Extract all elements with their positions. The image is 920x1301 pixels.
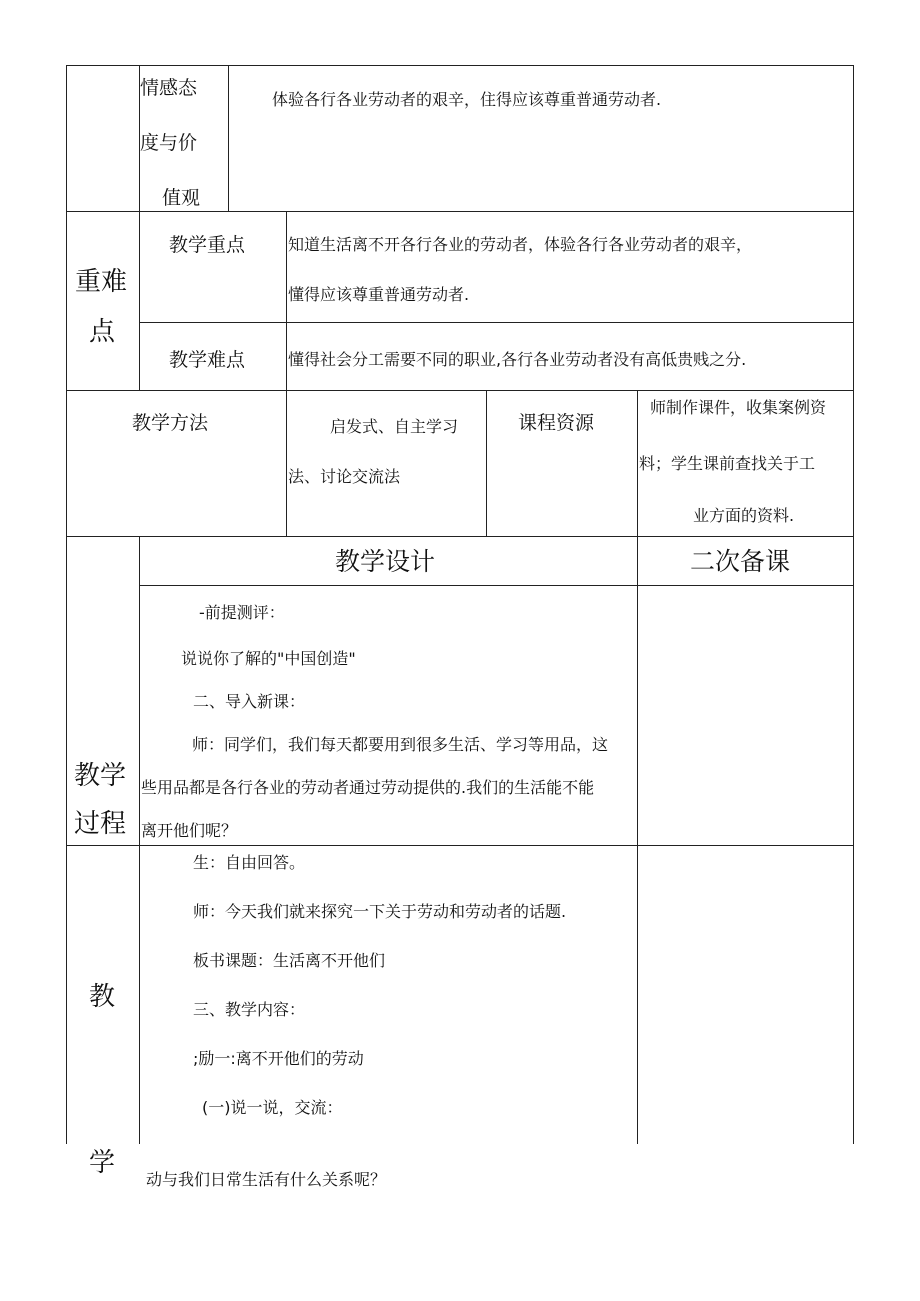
attitude-content: 体验各行各业劳动者的艰辛，住得应该尊重普通劳动者. [272,90,662,109]
process-cont-line-4: 三、教学内容： [193,1000,306,1019]
resource-label: 课程资源 [518,412,595,434]
focus-line-2: 懂得应该尊重普通劳动者. [288,285,470,304]
process-cont-line-5: ;励一:离不开他们的劳动 [193,1049,364,1068]
process-cont-label-char-2: 学 [89,1148,116,1178]
process-line-4: 师：同学们，我们每天都要用到很多生活、学习等用品，这 [192,735,609,754]
rule-keypoints-inner [286,211,287,536]
process-cont-line-2: 师：今天我们就来探究一下关于劳动和劳动者的话题. [193,902,567,921]
keypoints-group-label-line-1: 重难 [75,267,128,297]
process-cont-line-1: 生：自由回答。 [193,853,306,872]
rule-label-col [139,65,140,390]
process-line-5: 些用品都是各行各业的劳动者通过劳动提供的.我们的生活能不能 [141,778,595,797]
rule-attitude-bottom [66,211,854,212]
rule-method-bottom [66,536,854,537]
process-line-6: 离开他们呢？ [141,821,238,840]
difficulty-label: 教学难点 [169,349,246,371]
process-label-line-2: 过程 [74,809,127,839]
rule-process-header-bottom [139,585,854,586]
process-cont-line-3: 板书课题：生活离不开他们 [193,951,386,970]
focus-line-1: 知道生活离不开各行各业的劳动者，体验各行各业劳动者的艰辛， [288,235,753,254]
process-line-1: -前提测评： [199,603,285,622]
resource-line-3: 业方面的资料. [693,506,795,525]
rule-process-bottom [66,845,854,846]
attitude-label-line-3: 值观 [162,187,201,209]
process-cont-label-char-1: 教 [89,982,116,1012]
process-line-2: 说说你了解的"中国创造" [181,649,356,668]
difficulty-text: 懂得社会分工需要不同的职业,各行各业劳动者没有高低贵贱之分. [288,350,747,369]
attitude-label-line-1: 情感态 [140,77,198,99]
rule-attitude-inner [228,65,229,211]
rule-top [66,65,854,66]
rule-resource-col [637,390,638,1144]
rule-method-mid [486,390,487,536]
rule-label-col-process [139,536,140,1144]
method-line-1: 启发式、自主学习 [330,417,459,436]
attitude-label-line-2: 度与价 [140,132,198,154]
keypoints-group-label-line-2: 点 [89,317,116,347]
process-cont-trailing-line: 动与我们日常生活有什么关系呢？ [146,1170,387,1189]
method-line-2: 法、讨论交流法 [288,467,401,486]
process-line-3: 二、导入新课： [193,692,306,711]
process-label-line-1: 教学 [74,761,127,791]
resource-line-1: 师制作课件，收集案例资 [650,398,827,417]
process-cont-line-6: (一)说一说，交流： [202,1098,343,1117]
design-header: 教学设计 [335,547,436,576]
rule-left [66,65,67,1144]
rule-keypoints-bottom [66,390,854,391]
rule-right [853,65,854,1144]
focus-label: 教学重点 [169,234,246,256]
method-label: 教学方法 [132,412,209,434]
second-prep-header: 二次备课 [690,547,791,576]
rule-focus-bottom [139,322,854,323]
resource-line-2: 料；学生课前查找关于工 [639,454,816,473]
